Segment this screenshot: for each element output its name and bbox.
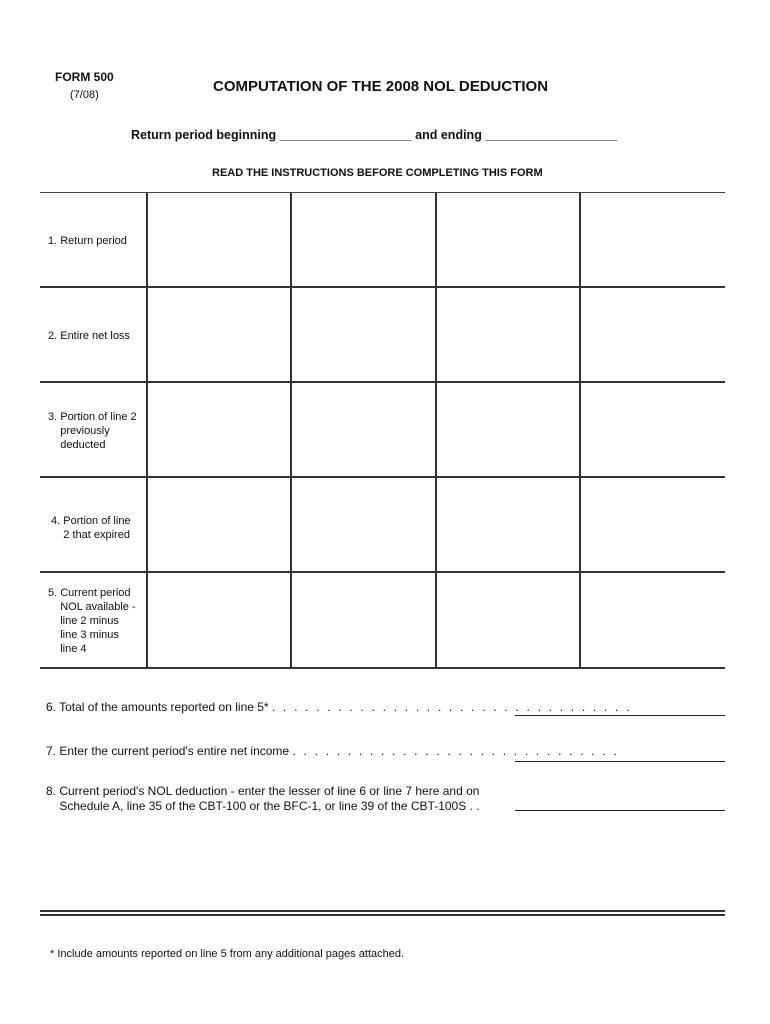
row-label-expired: 4. Portion of line 2 that expired — [48, 515, 131, 541]
form-revision: (7/08) — [70, 89, 99, 101]
line-7-net-income: 7. Enter the current period's entire net income . . . . . . . . . . . . . . . . . . . . . . . . . . . . . . — [46, 744, 619, 758]
column-divider-4 — [579, 193, 581, 669]
form-number: FORM 500 — [55, 70, 114, 84]
bottom-rule-lower — [40, 914, 725, 916]
table-row-3 — [40, 383, 725, 478]
return-period-line[interactable]: Return period beginning ___________________ and ending ___________________ — [131, 128, 618, 142]
line-7-answer-field[interactable] — [515, 761, 725, 762]
column-divider-2 — [290, 193, 292, 669]
column-divider-1 — [146, 193, 148, 669]
column-divider-3 — [435, 193, 437, 669]
bottom-rule-upper — [40, 910, 725, 912]
instructions-notice: READ THE INSTRUCTIONS BEFORE COMPLETING THIS FORM — [212, 167, 543, 179]
row-label-previously-deducted: 3. Portion of line 2 previously deducted — [48, 411, 137, 451]
footnote: * Include amounts reported on line 5 from any additional pages attached. — [50, 948, 405, 960]
row-label-current-nol-available: 5. Current period NOL available - line 2 minus line 3 minus line 4 — [48, 587, 136, 655]
line-6-answer-field[interactable] — [515, 715, 725, 716]
row-label-return-period: 1. Return period — [48, 235, 127, 247]
table-row-5 — [40, 573, 725, 669]
table-row-1 — [40, 193, 725, 288]
form-title: COMPUTATION OF THE 2008 NOL DEDUCTION — [213, 78, 549, 95]
row-label-entire-net-loss: 2. Entire net loss — [48, 330, 130, 342]
line-6-total: 6. Total of the amounts reported on line 5* . . . . . . . . . . . . . . . . . . . . . . . . . . . . . . . . . — [46, 700, 632, 714]
table-row-2 — [40, 288, 725, 383]
table-row-4 — [40, 478, 725, 573]
line-8-answer-field[interactable] — [515, 810, 725, 811]
line-8-nol-deduction: 8. Current period's NOL deduction - enter the lesser of line 6 or line 7 here and on Schedule A, line 35 of the CBT-100 or the BFC-1, or line 39 of the CBT-100S . . — [46, 784, 480, 813]
nol-table — [40, 193, 725, 669]
